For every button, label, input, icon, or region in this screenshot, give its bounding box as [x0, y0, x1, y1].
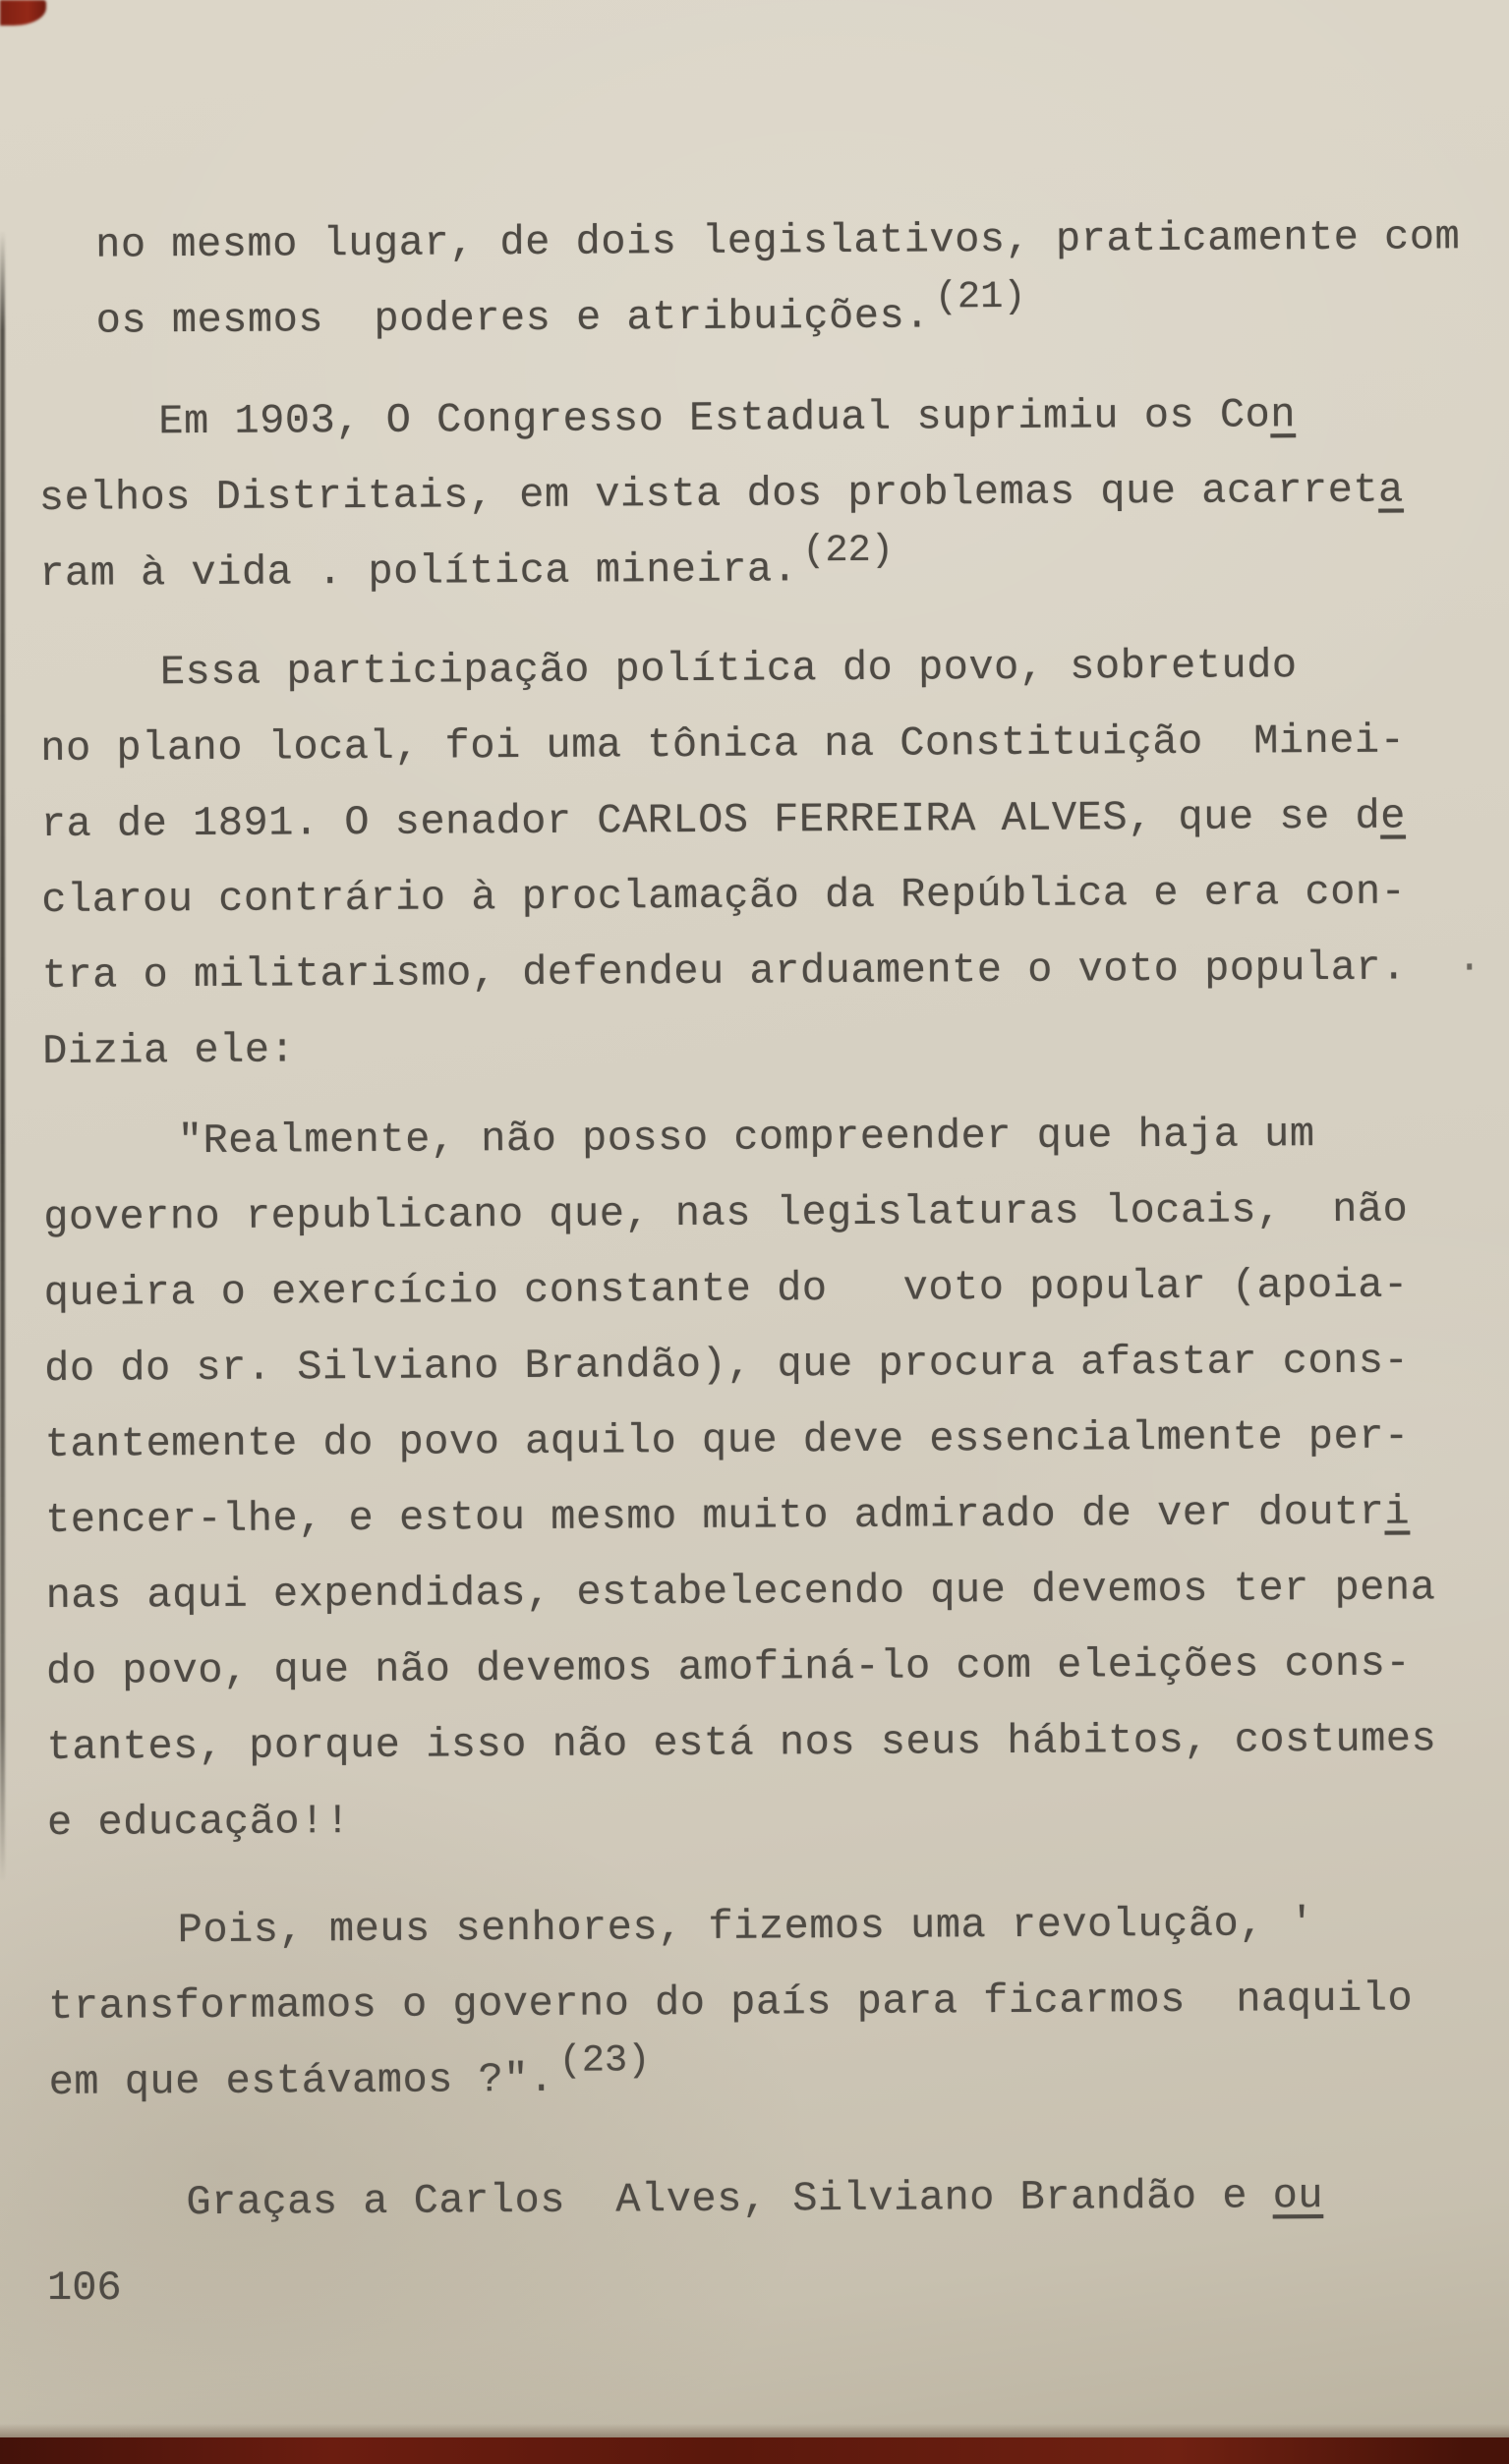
- spine-shadow: [0, 231, 5, 1882]
- text-line: do povo, que não devemos amofiná-lo com eleições cons-: [45, 1639, 1412, 1695]
- text-line: ra de 1891. O senador CARLOS FERREIRA ALVES, que se de: [40, 792, 1406, 848]
- text-line: ram à vida . política mineira. (22): [39, 528, 895, 598]
- text-line: governo republicano que, nas legislaturas locais, não: [43, 1185, 1409, 1241]
- text-block: [37, 200, 1485, 2242]
- text-line: Em 1903, O Congresso Estadual suprimiu os Con: [158, 391, 1297, 446]
- text-line: tantes, porque isso não está nos seus hábitos, costumes: [46, 1715, 1437, 1771]
- page-number: 106: [47, 2264, 122, 2312]
- text-line: no plano local, foi uma tônica na Constituição Minei-: [40, 716, 1406, 773]
- text-line: no mesmo lugar, de dois legislativos, praticamente com: [95, 213, 1461, 269]
- text-line: os mesmos poderes e atribuições. (21): [95, 274, 1026, 345]
- paragraph: [43, 1096, 1483, 1862]
- text-line: nas aqui expendidas, estabelecendo que devemos ter pena: [45, 1564, 1436, 1620]
- red-corner-mark: [0, 0, 46, 26]
- paragraph: [95, 200, 1474, 360]
- text-line: Dizia ele:: [42, 1026, 296, 1075]
- text-line: tencer-lhe, e estou mesmo muito admirado de ver doutri: [45, 1488, 1411, 1544]
- text-line: tra o militarismo, defendeu arduamente o voto popular. ·: [41, 944, 1483, 1000]
- text-line: tantemente do povo aquilo que deve essencialmente per-: [44, 1412, 1410, 1468]
- text-line: "Realmente, não posso compreender que haja um: [177, 1111, 1315, 1166]
- paragraph: [47, 1885, 1483, 2121]
- paragraph: [49, 2157, 1484, 2242]
- text-line: Pois, meus senhores, fizemos uma revolução, ': [177, 1900, 1315, 1955]
- paragraph: [38, 376, 1475, 612]
- text-line: do do sr. Silviano Brandão), que procura afastar cons-: [44, 1337, 1410, 1393]
- text-line: selhos Distritais, em vista dos problemas que acarreta: [38, 466, 1404, 522]
- text-line: em que estávamos ?". (23): [48, 2038, 651, 2106]
- text-line: clarou contrário à proclamação da República e era con-: [41, 868, 1407, 924]
- paragraph: [40, 627, 1483, 1090]
- text-line: Essa participação política do povo, sobretudo: [159, 642, 1298, 697]
- maroon-bottom-edge: [0, 2437, 1509, 2464]
- text-line: transformamos o governo do país para ficarmos naquilo: [48, 1975, 1414, 2031]
- text-line: Graças a Carlos Alves, Silviano Brandão e ou: [186, 2172, 1324, 2227]
- text-line: queira o exercício constante do voto popular (apoia-: [43, 1261, 1409, 1317]
- text-line: e educação!!: [46, 1798, 351, 1847]
